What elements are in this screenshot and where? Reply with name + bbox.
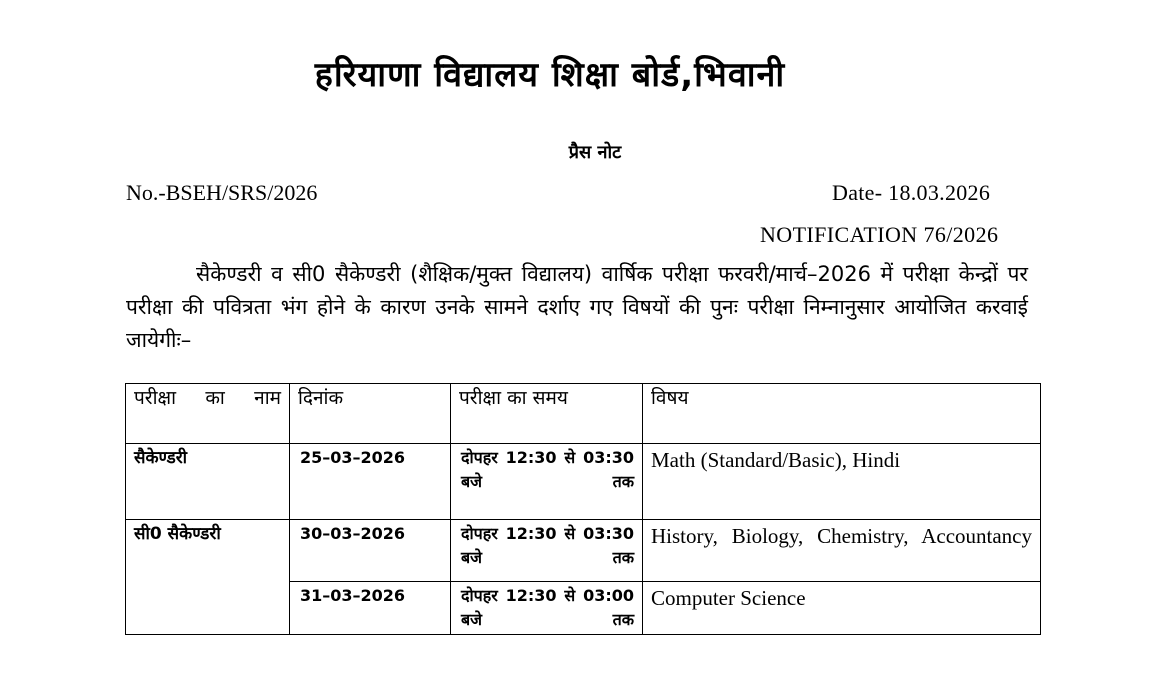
- cell-subjects: Math (Standard/Basic), Hindi: [643, 444, 1041, 520]
- cell-time: दोपहर 12:30 से 03:30 बजे तक: [451, 520, 643, 582]
- header-exam-name: परीक्षा का नाम: [126, 384, 290, 444]
- notice-date: Date- 18.03.2026: [832, 180, 991, 205]
- table-header-row: [126, 384, 1041, 444]
- cell-date: 25–03–2026: [290, 444, 451, 520]
- header-subject: विषय: [643, 384, 1041, 444]
- cell-exam-name: सैकेण्डरी: [126, 444, 290, 520]
- header-time: परीक्षा का समय: [451, 384, 643, 444]
- re-exam-schedule-table: [125, 383, 1041, 635]
- cell-subjects: Computer Science: [643, 582, 1041, 635]
- notice-body-paragraph: सैकेण्डरी व सी0 सैकेण्डरी (शैक्षिक/मुक्त विद्यालय) वार्षिक परीक्षा फरवरी/मार्च–2026 में परीक्षा केन्द्रों पर परीक्षा की पवित्रता भंग होने के कारण उनके सामने दर्शाए गए विषयों की पुनः परीक्षा निम्नानुसार आयोजित करवाई जायेगीः–: [126, 262, 1028, 352]
- cell-exam-name: सी0 सैकेण्डरी: [126, 520, 290, 635]
- cell-date: 31–03–2026: [290, 582, 451, 635]
- cell-subjects: History, Biology, Chemistry, Accountancy: [643, 520, 1041, 582]
- cell-date: 30–03–2026: [290, 520, 451, 582]
- cell-time: दोपहर 12:30 से 03:00 बजे तक: [451, 582, 643, 635]
- reference-number: No.-BSEH/SRS/2026: [126, 180, 318, 205]
- board-title: हरियाणा विद्यालय शिक्षा बोर्ड,भिवानी: [314, 55, 786, 95]
- table-row: [126, 520, 1041, 582]
- press-note-heading: प्रैस नोट: [568, 142, 622, 163]
- header-date: दिनांक: [290, 384, 451, 444]
- notification-number: NOTIFICATION 76/2026: [760, 222, 999, 247]
- table-row: [126, 444, 1041, 520]
- cell-time: दोपहर 12:30 से 03:30 बजे तक: [451, 444, 643, 520]
